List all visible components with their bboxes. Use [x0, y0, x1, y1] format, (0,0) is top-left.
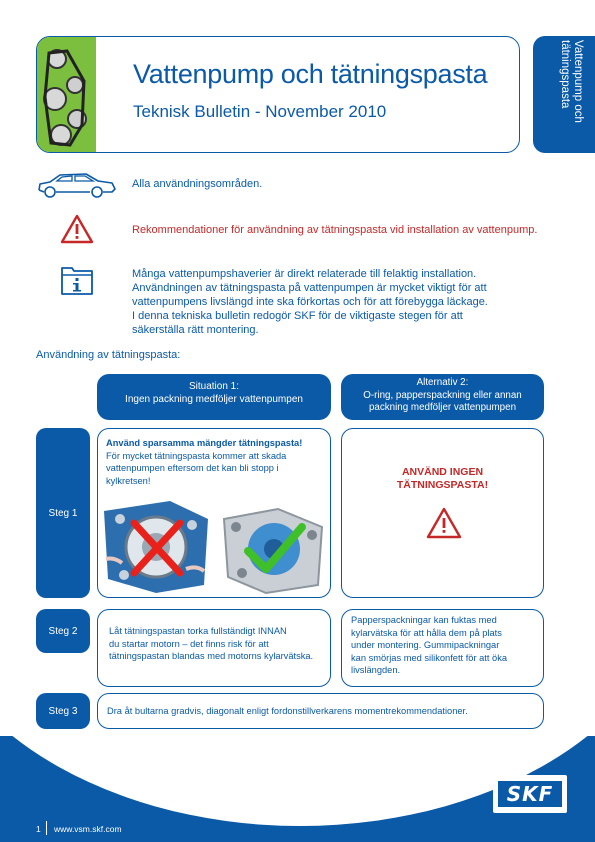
info-folder-icon [60, 264, 94, 301]
header-box [36, 36, 520, 153]
page-number: 1 [36, 824, 41, 834]
alternative2-desc: packning medföljer vattenpumpen [368, 402, 517, 413]
situation1-header [97, 374, 331, 420]
info-line: Användningen av tätningspasta på vattenpumpen är mycket viktigt för att [132, 282, 487, 294]
no-paste-line: ANVÄND INGEN [401, 466, 484, 478]
step2-line: Papperspackningar kan fuktas med [351, 615, 497, 625]
alternative2-header [341, 374, 544, 420]
step2-label: Steg 2 [36, 609, 90, 653]
car-icon [36, 170, 118, 203]
step2-line: du startar motorn – det finns risk för att [109, 638, 269, 649]
step2-line: under montering. Gummipackningar [351, 640, 500, 650]
situation1-title: Situation 1: [188, 381, 240, 392]
usage-label: Användning av tätningspasta: [36, 349, 181, 361]
step2-right-cell [341, 609, 544, 687]
step2-line: Låt tätningspastan torka fullständigt INNAN [109, 626, 287, 636]
step1-left-cell [97, 428, 331, 598]
alternative2-title: Alternativ 2: [416, 377, 469, 388]
skf-logo [493, 775, 567, 813]
footer-separator [46, 821, 47, 835]
step2-line: kan smörjas med silikonfett för att öka [351, 652, 508, 663]
situation1-desc: Ingen packning medföljer vattenpumpen [125, 394, 303, 405]
alternative2-desc: O-ring, papperspackning eller annan [363, 389, 522, 401]
info-paragraph [132, 267, 488, 337]
step1-label: Steg 1 [36, 428, 90, 598]
info-line: vattenpumpens livslängd inte ska förkortas och för att förebygga läckage. [132, 296, 488, 308]
step1-heading: Använd sparsamma mängder tätningspasta! [106, 438, 303, 448]
skf-logo-text: SKF [498, 781, 562, 807]
step2-left-cell [97, 609, 331, 687]
pump-correct-image [218, 505, 326, 598]
step1-right-cell [341, 428, 544, 598]
step2-line: tätningspastan blandas med motorns kylarvätska. [109, 651, 314, 661]
step2-line: kylarvätska för att hålla dem på plats [351, 627, 502, 638]
footer-url[interactable]: www.vsm.skf.com [54, 824, 122, 834]
step3-cell [97, 693, 544, 729]
info-line: Många vattenpumpshaverier är direkt relaterade till felaktig installation. [132, 268, 477, 280]
step1-line: vattenpumpen eftersom det kan bli stopp i [106, 463, 279, 473]
step2-line: livslängden. [351, 665, 401, 675]
info-line: säkerställa rätt montering. [132, 324, 259, 336]
side-tab-label: Vattenpump och tätningspasta [559, 40, 584, 123]
no-paste-warning [342, 466, 543, 492]
warning-icon [60, 214, 94, 249]
page-title: Vattenpump och tätningspasta [133, 59, 488, 89]
pump-wrong-image [100, 499, 212, 598]
step1-line: kylkretsen! [106, 475, 151, 486]
recommendation-text: Rekommendationer för användning av tätningspasta vid installation av vattenpump. [132, 224, 538, 236]
page-subtitle: Teknisk Bulletin - November 2010 [133, 102, 387, 121]
info-line: I denna tekniska bulletin redogör SKF för de viktigaste stegen för att [132, 310, 463, 322]
step1-line: För mycket tätningspasta kommer att skada [106, 450, 287, 461]
no-paste-line: TÄTNINGSPASTA! [396, 479, 489, 491]
step3-text: Dra åt bultarna gradvis, diagonalt enligt fordonstillverkarens momentrekommendationer. [107, 706, 468, 716]
step3-label: Steg 3 [36, 693, 90, 729]
warning-icon [426, 507, 462, 543]
applications-text: Alla användningsområden. [132, 178, 263, 190]
belt-drive-image [37, 37, 96, 152]
